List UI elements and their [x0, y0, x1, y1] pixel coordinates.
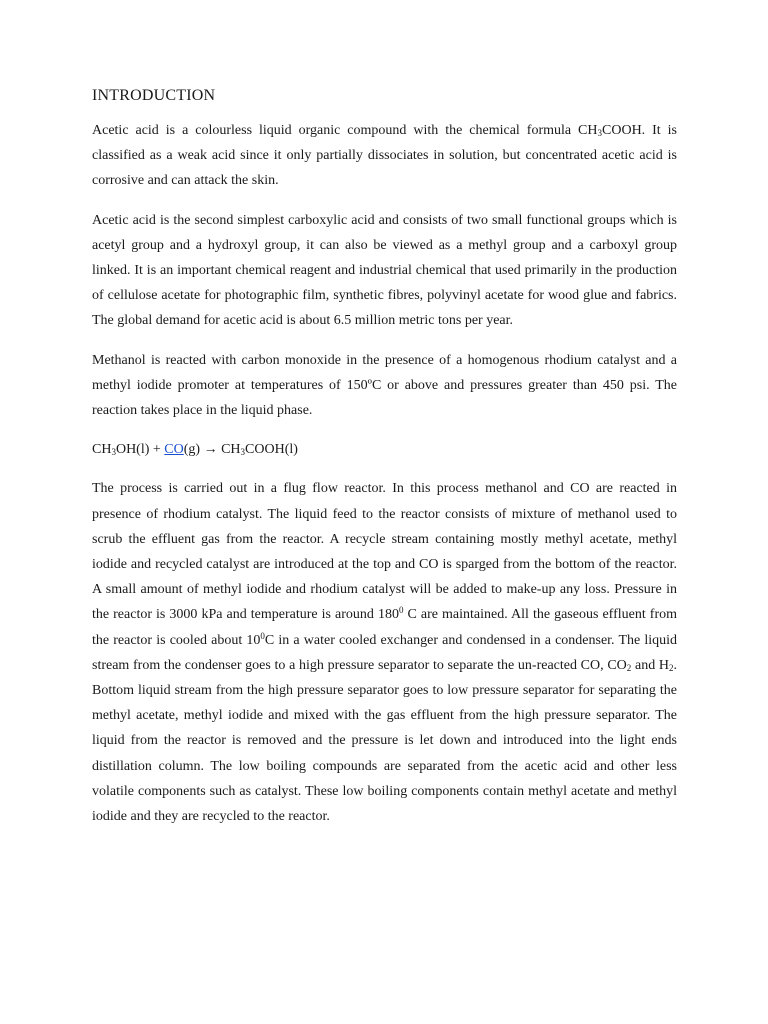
- eq-text-d: COOH(l): [245, 442, 298, 458]
- p3-degree-sign: º: [367, 377, 372, 393]
- p4-text-b: C are maintained. All the gaseous effluent from the reactor is cooled about 10: [92, 607, 678, 648]
- eq-subscript-2: 3: [240, 447, 246, 458]
- reaction-equation: [92, 437, 677, 462]
- p4-text-c: C in a water cooled exchanger and condensed in a condenser. The liquid stream from the condenser goes to a high pressure separator to separate the un-reacted CO, CO: [92, 632, 678, 673]
- eq-subscript-1: 3: [111, 447, 116, 458]
- p4-text-d: and H: [631, 657, 670, 673]
- eq-text-c: (g) → CH: [183, 442, 241, 458]
- paragraph-4: [92, 476, 677, 829]
- p4-text-e: . Bottom liquid stream from the high pressure separator goes to low pressure separator for separating the methyl acetate, methyl iodide and mixed with the gas effluent from the high pressure separator. The liquid from the reactor is removed and the pressure is let down and introduced into the light ends distillation column. The low boiling compounds are separated from the acetic acid and other less volatile components such as catalyst. These low boiling components contain methyl acetate and methyl iodide and they are recycled to the reactor.: [92, 657, 678, 825]
- paragraph-1: [92, 118, 677, 194]
- p4-text-a: The process is carried out in a flug flow reactor. In this process methanol and CO are reacted in presence of rhodium catalyst. The liquid feed to the reactor consists of mixture of methanol used to scrub the effluent gas from the reactor. A recycle stream containing mostly methyl acetate, methyl iodide and recycled catalyst are introduced at the top and CO is sparged from the bottom of the reactor. A small amount of methyl iodide and rhodium catalyst will be added to make-up any loss. Pressure in the reactor is 3000 kPa and temperature is around 180: [92, 481, 677, 623]
- paragraph-2: Acetic acid is the second simplest carboxylic acid and consists of two small functional groups which is acetyl group and a hydroxyl group, it can also be viewed as a methyl group and a carboxyl group linked. It is an important chemical reagent and industrial chemical that used primarily in the production of cellulose acetate for photographic film, synthetic fibres, polyvinyl acetate for wood glue and fabrics. The global demand for acetic acid is about 6.5 million metric tons per year.: [92, 212, 677, 329]
- p1-text-b: COOH. It is classified as a weak acid since it only partially dissociates in solution, but concentrated acetic acid is corrosive and can attack the skin.: [92, 123, 678, 189]
- p4-subscript-2: 2: [669, 662, 674, 673]
- p1-subscript-3: 3: [597, 128, 603, 138]
- co-link[interactable]: CO: [164, 442, 184, 458]
- p3-text-b: C or above and pressures greater than 450 psi. The reaction takes place in the liquid phase.: [92, 377, 677, 419]
- p4-superscript-2: 0: [260, 630, 265, 641]
- paragraph-3: [92, 348, 677, 424]
- p4-superscript-1: 0: [398, 605, 404, 616]
- eq-text-b: OH(l) +: [115, 442, 165, 458]
- eq-text-a: CH: [92, 442, 112, 458]
- section-title: INTRODUCTION: [92, 87, 216, 104]
- p1-text-a: Acetic acid is a colourless liquid organic compound with the chemical formula CH: [92, 123, 598, 138]
- p3-text-a: Methanol is reacted with carbon monoxide in the presence of a homogenous rhodium catalyst and a methyl iodide promoter at temperatures of 150: [92, 352, 677, 393]
- p4-subscript-1: 2: [626, 662, 632, 673]
